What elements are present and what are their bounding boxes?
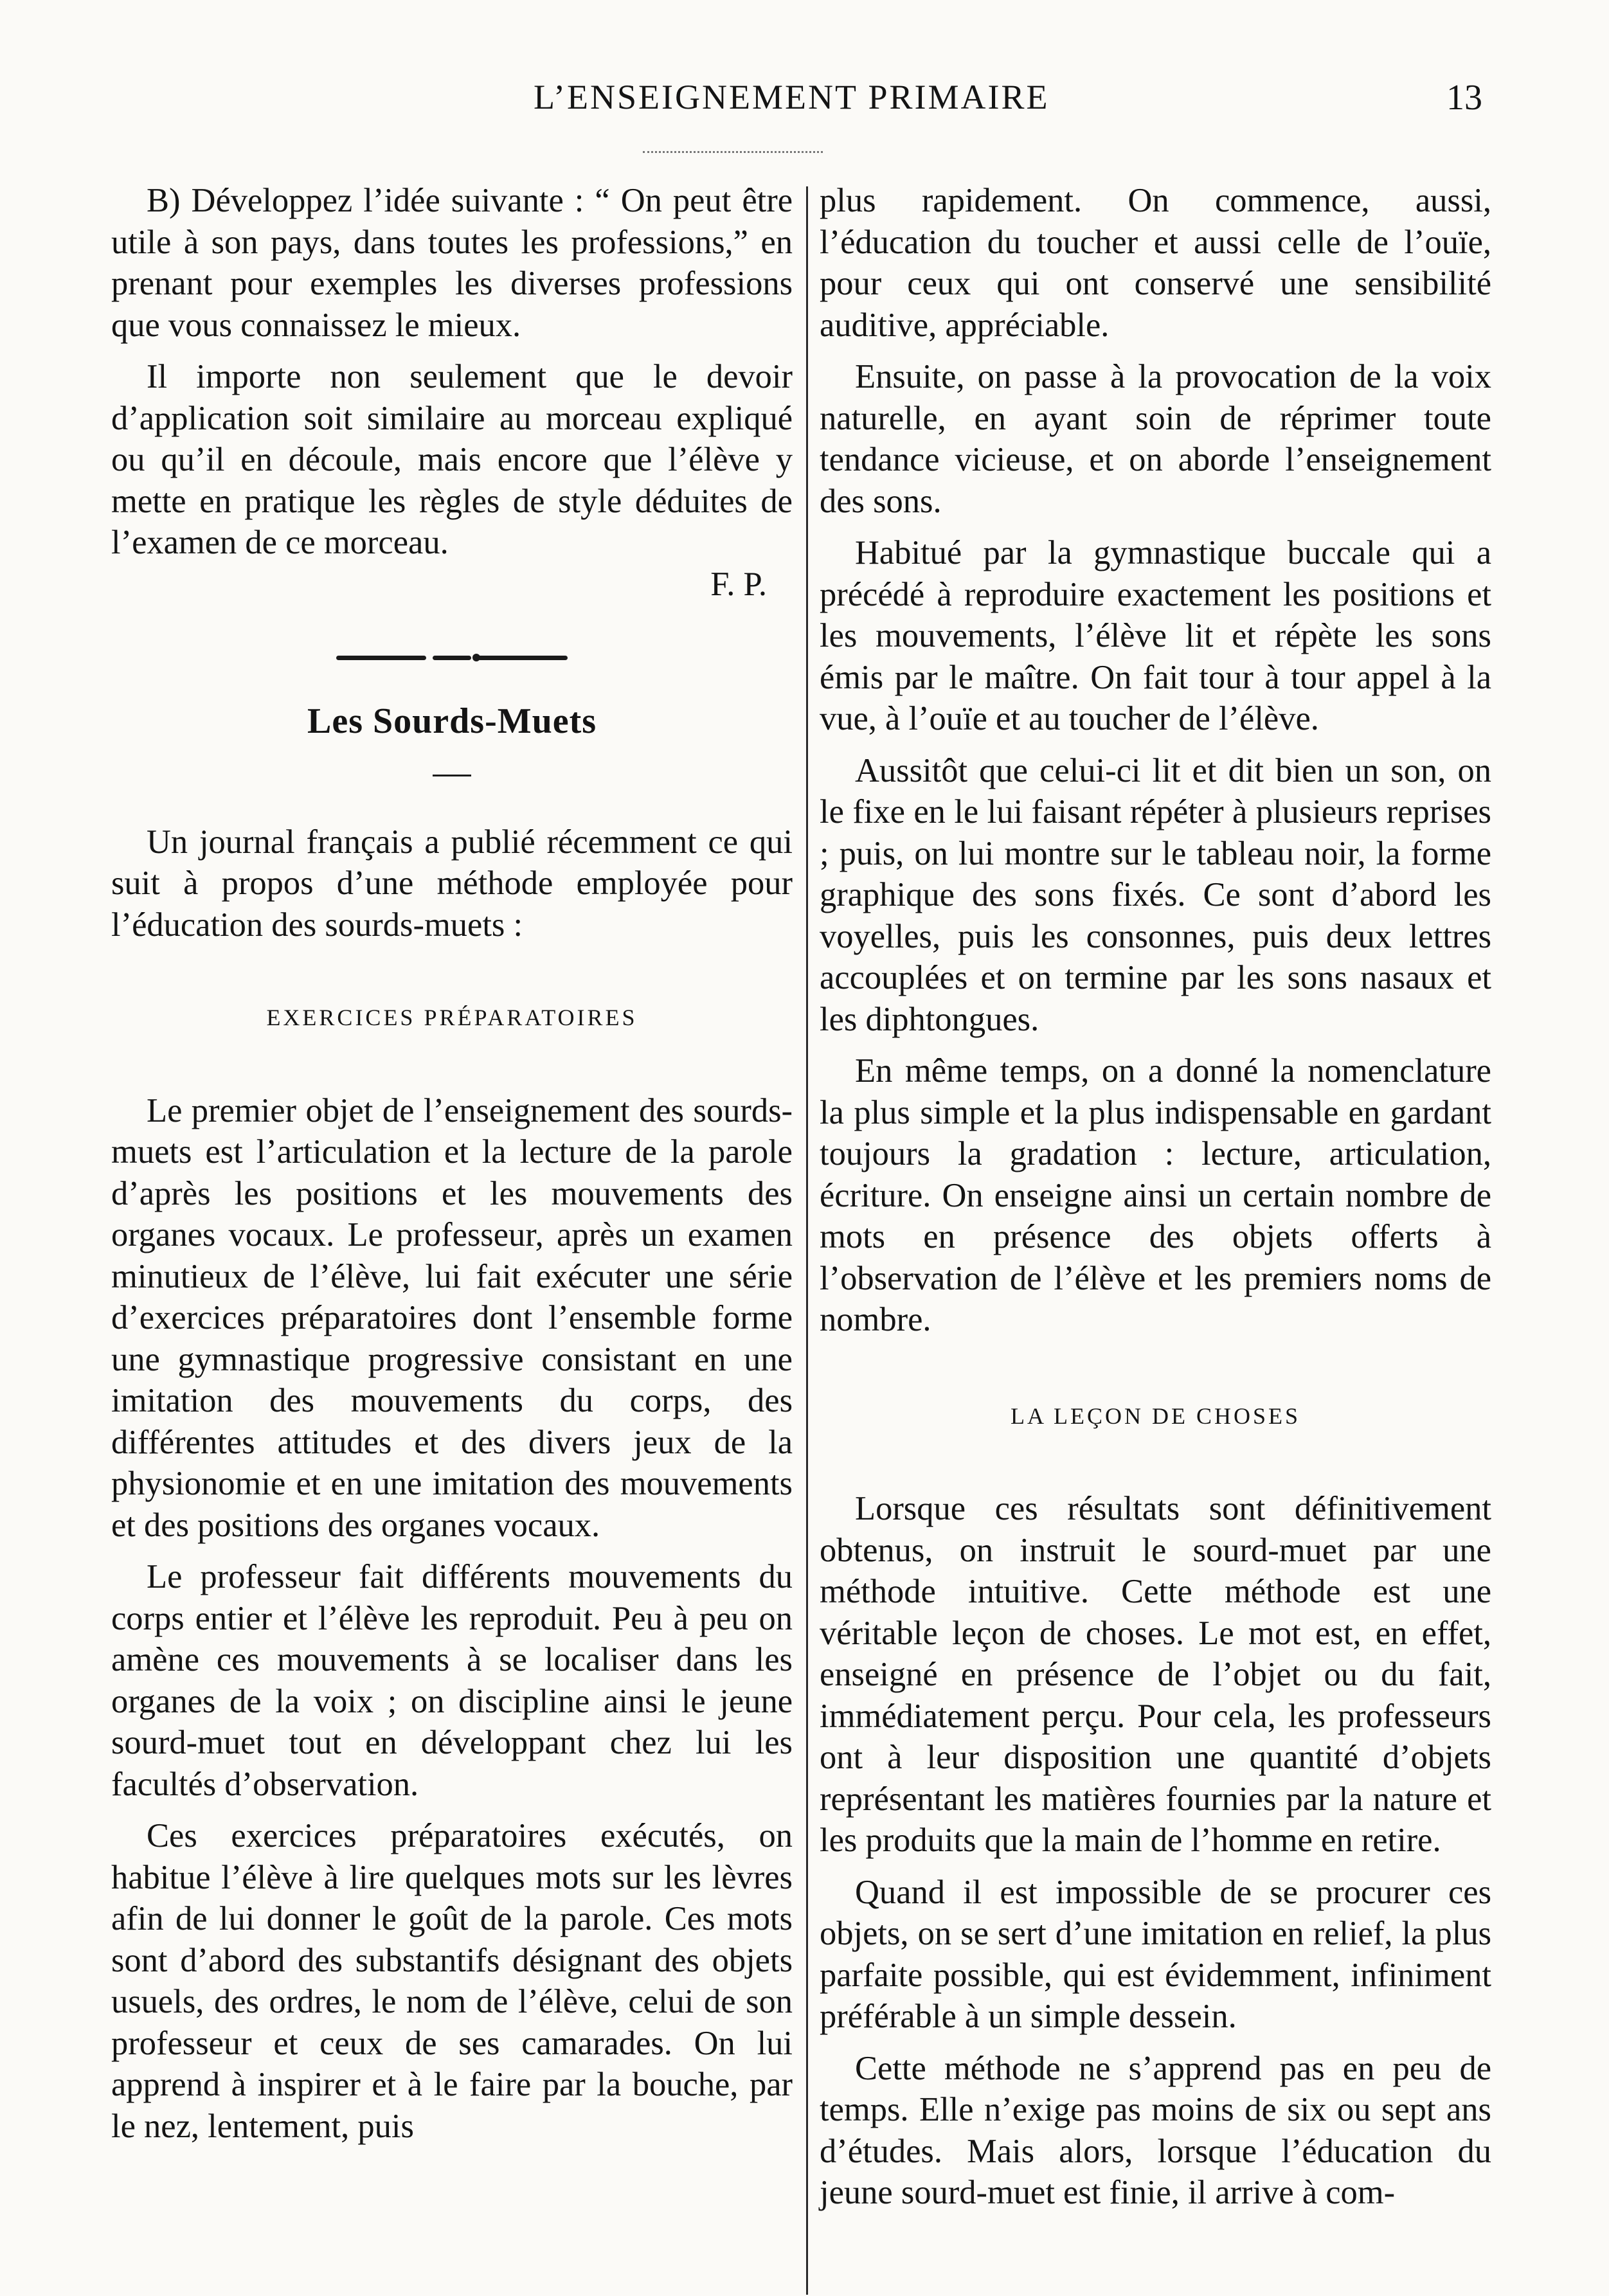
paragraph-exercise-b: B) Développez l’idée suivante : “ On peut être utile à son pays, dans toutes les professions,” en prenant pour exemples les diverses professions que vous connaissez le mieux. (111, 182, 793, 344)
header-rule (643, 151, 823, 153)
paragraph-continuation: plus rapidement. On commence, aussi, l’éducation du toucher et aussi celle de l’ouïe, pour ceux qui ont conservé une sensibilité auditive, appréciable. (820, 182, 1491, 344)
paragraph-quand: Quand il est impossible de se procurer ces objets, on se sert d’une imitation en relief, la plus parfaite possible, qui est évidemment, infiniment préférable à un simple dessein. (820, 1873, 1491, 2035)
paragraph-meme-temps: En même temps, on a donné la nomenclature la plus simple et la plus indispensable en gardant toujours la gradation : lecture, articulation, écriture. On enseigne ainsi un certain nombre de mots en présence des objets offerts à l’observation de l’élève et les premiers noms de nombre. (820, 1052, 1491, 1338)
subheading-exercices: EXERCICES PRÉPARATOIRES (266, 1005, 638, 1030)
subheading-lecon-de-choses: LA LEÇON DE CHOSES (1010, 1403, 1301, 1429)
paragraph-application: Il importe non seulement que le devoir d’application soit similaire au morceau expliqué ou qu’il en découle, mais encore que l’élève y mette en pratique les règles de style déduites de l’examen de ce morceau. (111, 358, 793, 561)
paragraph-professeur: Le professeur fait différents mouvements du corps entier et l’élève les reproduit. Peu à peu on amène ces mouvements à se localiser dans les organes de la voix ; on discipline ainsi le jeune sourd-muet tout en développant chez lui les facultés d’observation. (111, 1558, 793, 1803)
author-signature: F. P. (710, 565, 767, 603)
paragraph-exercices-executes: Ces exercices préparatoires exécutés, on habitue l’élève à lire quelques mots sur les lèvres afin de lui donner le goût de la parole. Ces mots sont d’abord des substantifs désignant des objets usuels, des ordres, le nom de l’élève, celui de son professeur et ceux de ses camarades. On lui apprend à inspirer et à le faire par la bouche, par le nez, lentement, puis (111, 1817, 793, 2145)
title-rule (433, 775, 471, 776)
paragraph-aussitot: Aussitôt que celui-ci lit et dit bien un son, on le fixe en le lui faisant répéter à plusieurs reprises ; puis, on lui montre sur le tableau noir, la forme graphique des sons fixés. Ce sont d’abord les voyelles, puis les consonnes, puis deux lettres accouplées et on termine par les sons nasaux et les diphtongues. (820, 751, 1491, 1038)
paragraph-habitue: Habitué par la gymnastique buccale qui a précédé à reproduire exactement les positions et les mouvements, l’élève lit et répète les sons émis par le maître. On fait tour à tour appel à la vue, à l’ouïe et au toucher de l’élève. (820, 534, 1491, 737)
running-title: L’ENSEIGNEMENT PRIMAIRE (534, 78, 1050, 116)
paragraph-premier-objet: Le premier objet de l’enseignement des sourds-muets est l’articulation et la lecture de la parole d’après les positions et les mouvements des organes vocaux. Le professeur, après un examen minutieux de l’élève, lui fait exécuter une série d’exercices préparatoires dont l’ensemble forme une gymnastique progressive consistant en une imitation des mouvements du corps, des différentes attitudes et des divers jeux de la physionomie et en une imitation des mouvements et des positions des organes vocaux. (111, 1091, 793, 1544)
paragraph-cette-methode: Cette méthode ne s’apprend pas en peu de temps. Elle n’exige pas moins de six ou sept ans d’études. Mais alors, lorsque l’éducation du jeune sourd-muet est finie, il arrive à com- (820, 2049, 1491, 2211)
page-number: 13 (1446, 78, 1482, 118)
column-divider (806, 186, 808, 2295)
section-title: Les Sourds-Muets (307, 701, 597, 741)
paragraph-intro: Un journal français a publié récemment ce qui suit à propos d’une méthode employée pour l’éducation des sourds-muets : (111, 823, 793, 944)
left-column (111, 180, 793, 2147)
running-header (0, 77, 1609, 129)
paragraph-lorsque: Lorsque ces résultats sont définitivement obtenus, on instruit le sourd-muet par une méthode intuitive. Cette méthode est une véritable leçon de choses. Le mot est, en effet, enseigné en présence de l’objet ou du fait, immédiatement perçu. Pour cela, les professeurs ont à leur disposition une quantité d’objets représentant les matières fournies par la nature et les produits que la main de l’homme en retire. (820, 1490, 1491, 1859)
right-column (820, 180, 1491, 2214)
section-ornament (336, 650, 568, 665)
paragraph-ensuite: Ensuite, on passe à la provocation de la voix naturelle, en ayant soin de réprimer toute tendance vicieuse, et on aborde l’enseignement des sons. (820, 358, 1491, 520)
